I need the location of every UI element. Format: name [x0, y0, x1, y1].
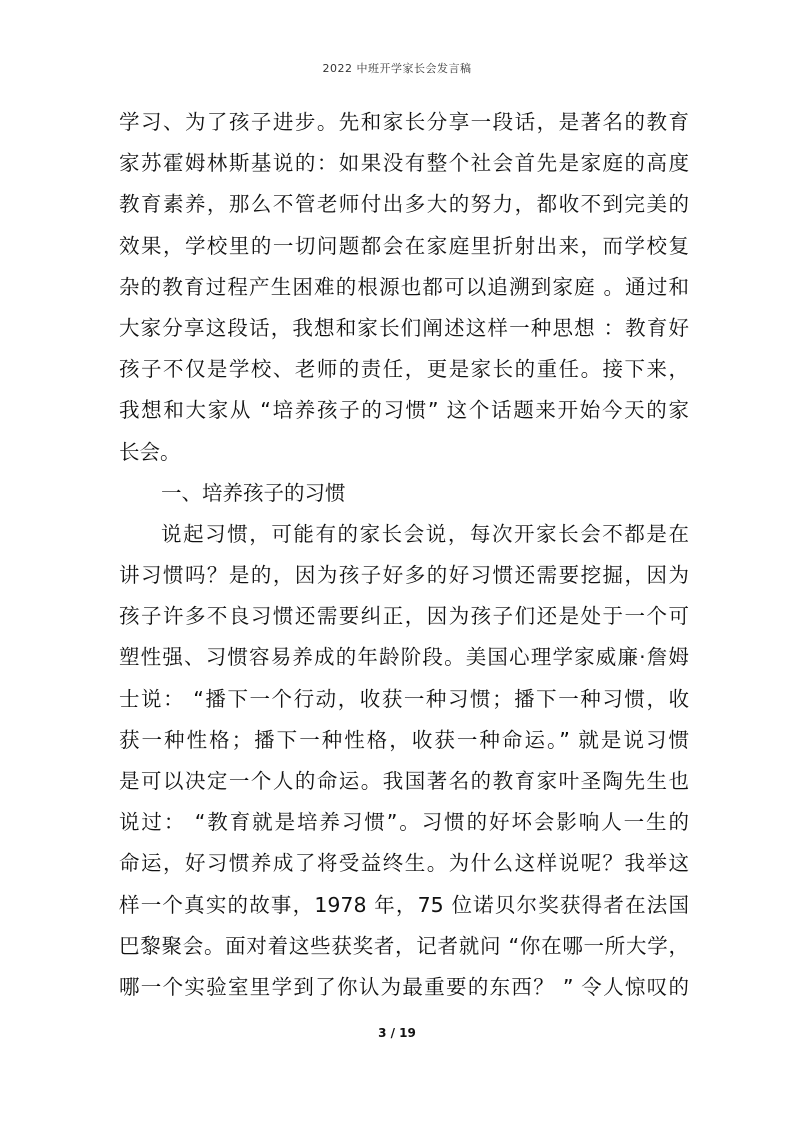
text-line: 巴黎聚会。面对着这些获奖者，记者就问 “你在哪一所大学，	[119, 933, 689, 958]
section-heading: 一、培养孩子的习惯	[161, 480, 346, 505]
text-line: 塑性强、习惯容易养成的年龄阶段。美国心理学家威廉·詹姆	[119, 645, 689, 670]
text-line: 命运，好习惯养成了将受益终生。为什么这样说呢？我举这	[119, 851, 689, 876]
text-line: 孩子许多不良习惯还需要纠正，因为孩子们还是处于一个可	[119, 604, 689, 629]
text-line: 大家分享这段话，我想和家长们阐述这样一种思想 ：教育好	[119, 315, 689, 340]
text-line: 长会。	[119, 439, 181, 464]
text-line: 获一种性格；播下一种性格，收获一种命运。” 就是说习惯	[119, 727, 689, 752]
text-line: 教育素养，那么不管老师付出多大的努力，都收不到完美的	[119, 192, 689, 217]
text-line: 士说： “播下一个行动，收获一种习惯；播下一种习惯，收	[119, 686, 689, 711]
text-line: 家苏霍姆林斯基说的：如果没有整个社会首先是家庭的高度	[119, 151, 689, 176]
text-line: 讲习惯吗？是的，因为孩子好多的好习惯还需要挖掘，因为	[119, 563, 689, 588]
text-line: 学习、为了孩子进步。先和家长分享一段话，是著名的教育	[119, 110, 689, 134]
text-line: 说过： “教育就是培养习惯”。习惯的好坏会影响人一生的	[119, 810, 689, 835]
document-body	[119, 102, 689, 1008]
text-line: 是可以决定一个人的命运。我国著名的教育家叶圣陶先生也	[119, 769, 689, 793]
running-header: 2022 中班开学家长会发言稿	[322, 62, 472, 75]
text-line: 孩子不仅是学校、老师的责任，更是家长的重任。接下来，	[119, 357, 689, 382]
text-line: 样一个真实的故事，1978 年，75 位诺贝尔奖获得者在法国	[119, 892, 689, 917]
text-line: 我想和大家从 “培养孩子的习惯” 这个话题来开始今天的家	[119, 398, 689, 423]
text-line: 杂的教育过程产生困难的根源也都可以追溯到家庭 。通过和	[119, 274, 689, 299]
text-line: 效果，学校里的一切问题都会在家庭里折射出来，而学校复	[119, 233, 689, 258]
text-line: 说起习惯，可能有的家长会说，每次开家长会不都是在	[161, 521, 689, 546]
text-line: 哪一个实验室里学到了你认为最重要的东西？ ” 令人惊叹的	[119, 974, 689, 999]
page-number: 3 / 19	[378, 1026, 416, 1040]
